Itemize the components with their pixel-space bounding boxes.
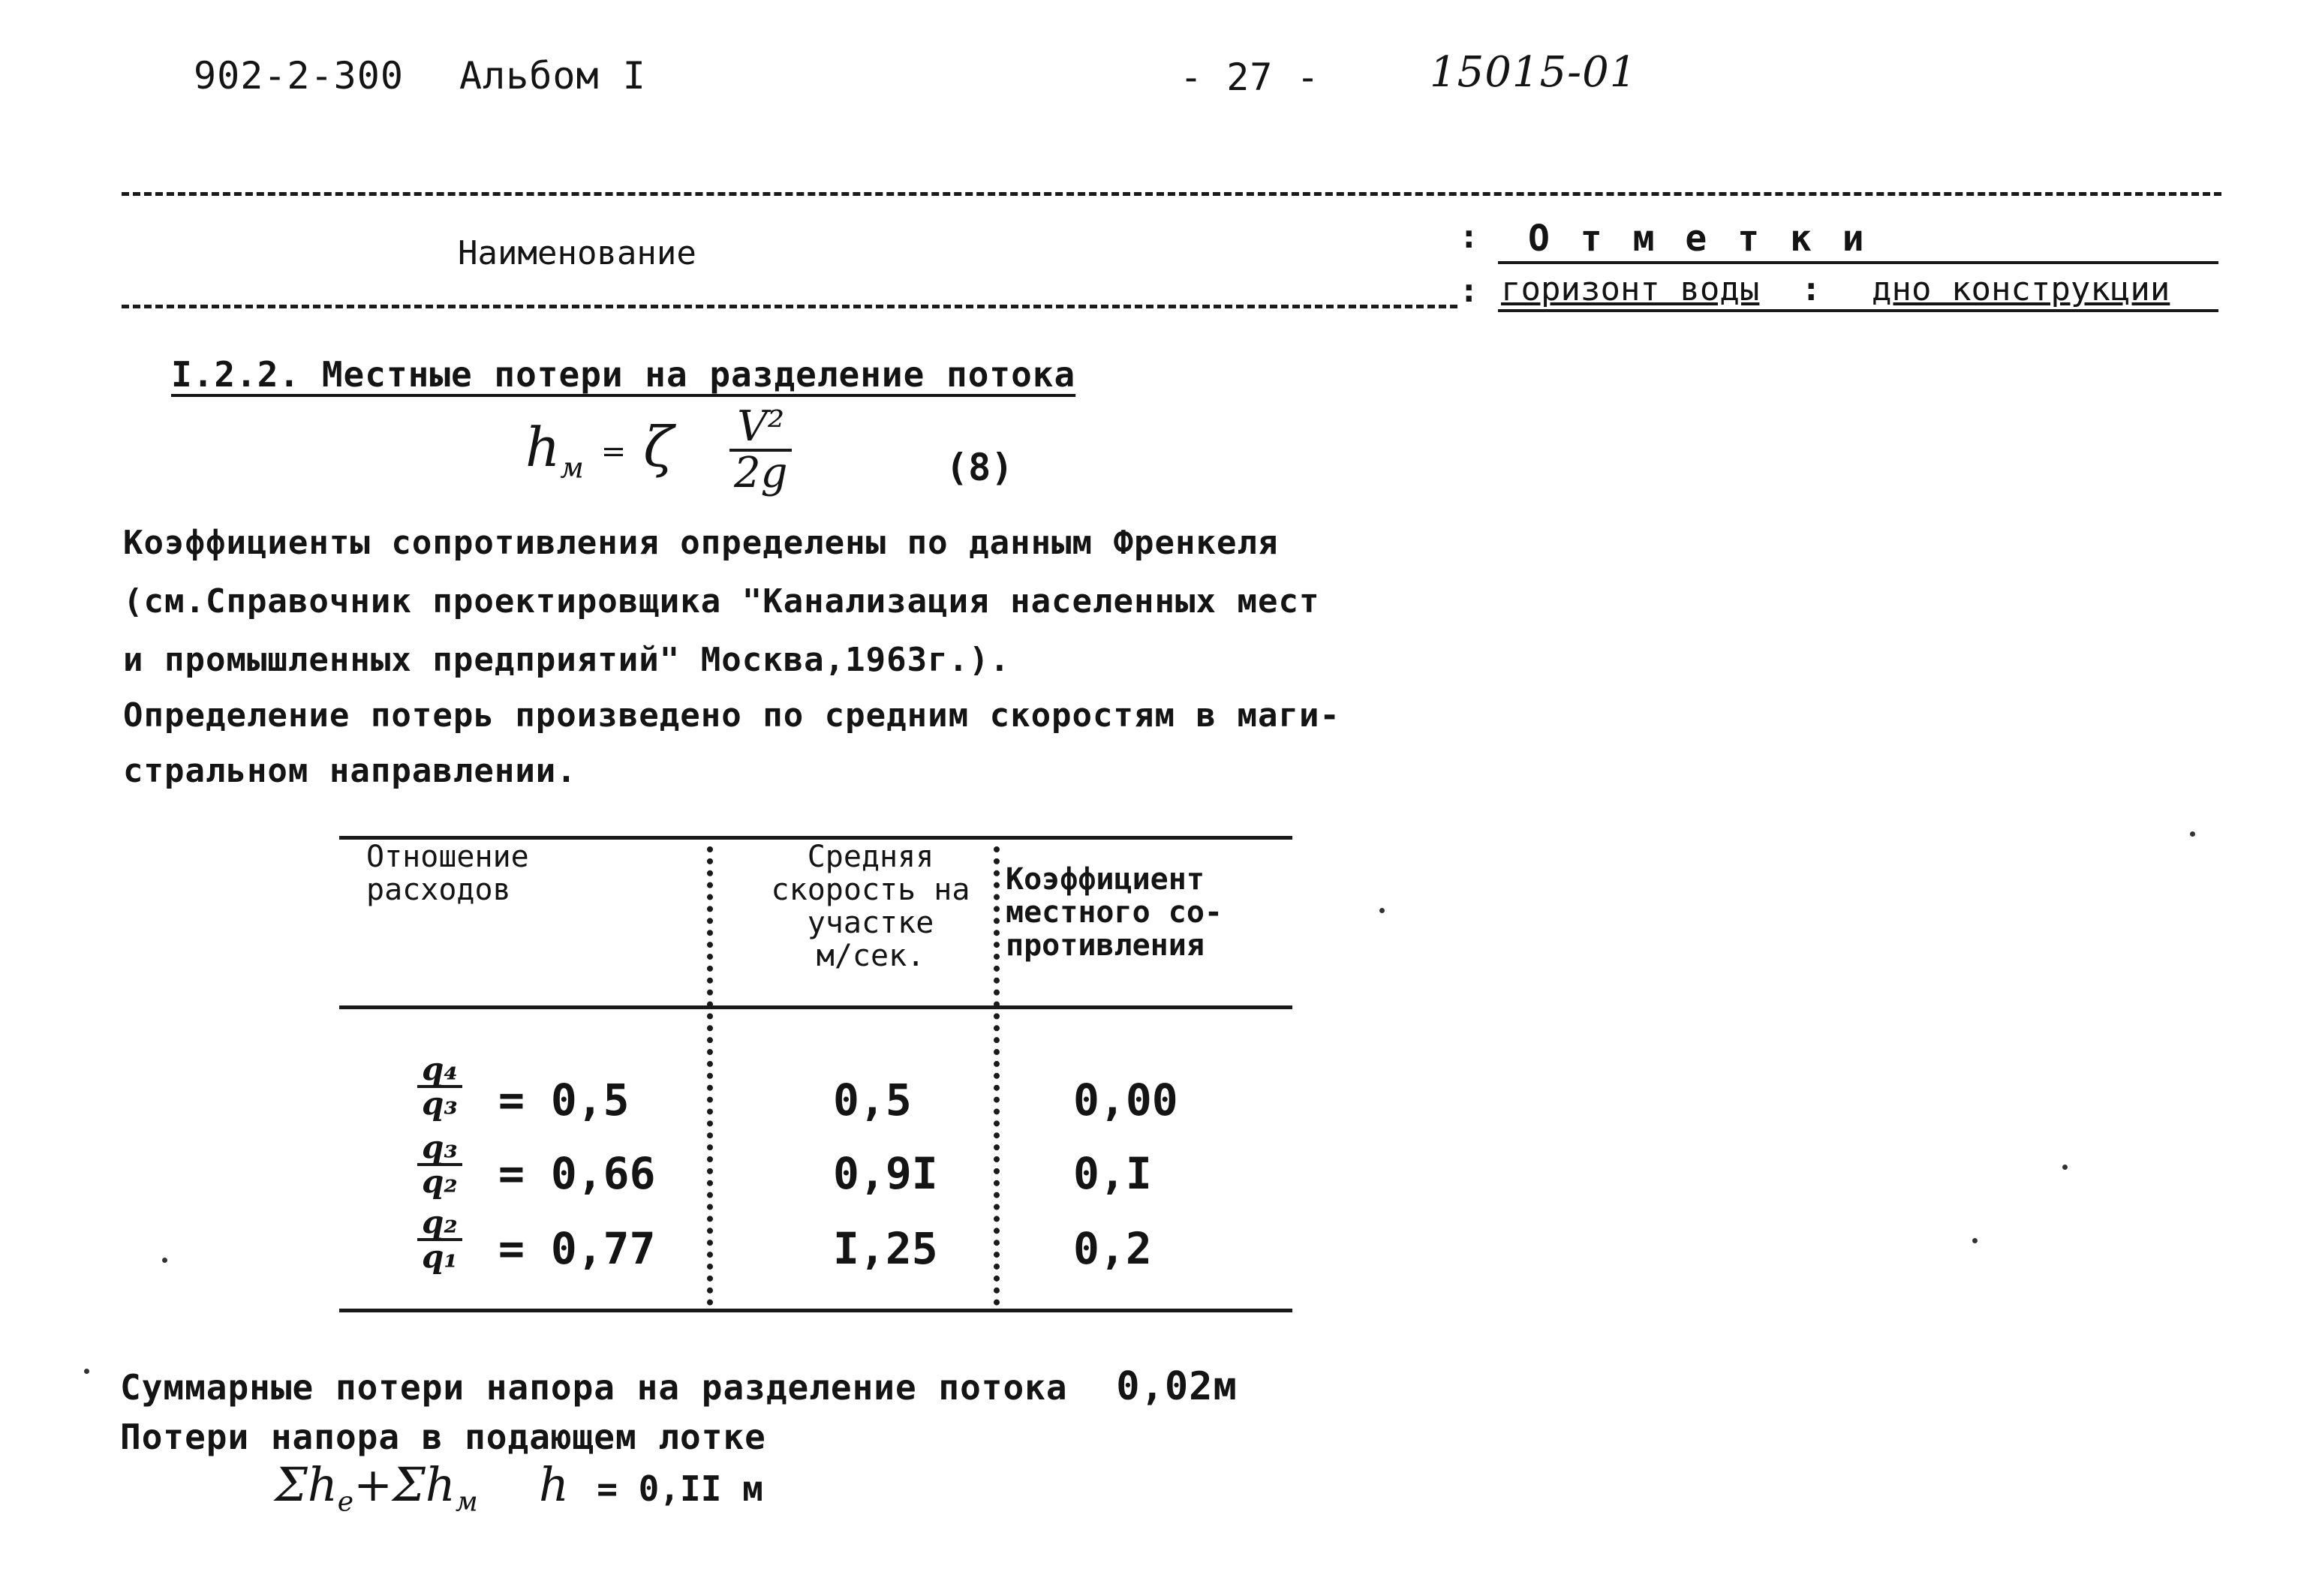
formula-fraction: $\frac{\text{V²}}{2g}$ — [729, 405, 792, 495]
scan-speck — [1972, 1238, 1978, 1243]
water-level-heading: горизонт воды — [1501, 270, 1760, 308]
coefficient-value: 0,2 — [1073, 1223, 1152, 1274]
col-header-flow-ratio: Отношение расходов — [366, 840, 529, 907]
album-label: Альбом I — [459, 54, 646, 98]
coef-table-bottom-rule — [339, 1309, 1292, 1312]
marks-heading: О т м е т к и — [1528, 218, 1869, 260]
name-column-heading: Наименование — [458, 234, 696, 272]
velocity-value: I,25 — [833, 1223, 938, 1274]
marks-inner-separator: : — [1801, 270, 1821, 308]
header-bottom-rule-right — [1498, 309, 2218, 312]
scan-speck — [2062, 1165, 2068, 1170]
paragraph-line: стральном направлении. — [123, 752, 577, 790]
flow-ratio-value: = 0,66 — [498, 1148, 656, 1199]
paragraph-line: Коэффициенты сопротивления определены по данным Френкеля — [123, 524, 1279, 562]
sheet-code: 15015-01 — [1430, 48, 1638, 97]
marks-underline — [1498, 261, 2218, 264]
coef-table-column-divider — [994, 846, 1000, 1306]
velocity-value: 0,9I — [833, 1148, 938, 1199]
summary-formula: $\Sigma h_е+\Sigma h_м$ h = 0,II м — [275, 1457, 763, 1518]
scan-speck — [162, 1258, 167, 1263]
scan-speck — [1379, 908, 1385, 913]
header-bottom-rule — [122, 305, 1457, 308]
section-title: I.2.2. Местные потери на разделение потока — [171, 354, 1076, 395]
formula-8: $h_м = \zeta$ — [525, 415, 674, 485]
flow-ratio-fraction: $\frac{\text{q₂}}{\text{q₁}}$ — [417, 1207, 462, 1273]
page-number: - 27 - — [1180, 56, 1320, 99]
coef-table-header-rule — [339, 1005, 1292, 1009]
flow-ratio-fraction: $\frac{\text{q₃}}{\text{q₂}}$ — [417, 1132, 462, 1198]
paragraph-line: (см.Справочник проектировщика "Канализация населенных мест — [123, 582, 1320, 621]
header-top-rule — [122, 192, 2221, 196]
paragraph-line: Определение потерь произведено по средним скоростям в маги- — [123, 696, 1340, 735]
paragraph-line: и промышленных предприятий" Москва,1963г.). — [123, 641, 1011, 679]
col-header-coefficient: Коэффициент местного со- противления — [1006, 862, 1223, 963]
header-separator-bottom: : — [1459, 272, 1479, 310]
flow-ratio-fraction: $\frac{\text{q₄}}{\text{q₃}}$ — [417, 1053, 462, 1120]
col-header-velocity: Средняя скорость на участке м/сек. — [771, 840, 970, 973]
flow-ratio-value: = 0,77 — [498, 1223, 656, 1274]
scan-speck — [2190, 831, 2195, 837]
header-separator-top: : — [1459, 218, 1479, 256]
coefficient-value: 0,00 — [1073, 1075, 1178, 1126]
flow-ratio-value: = 0,5 — [498, 1075, 630, 1126]
scan-speck — [84, 1369, 89, 1374]
coefficient-value: 0,I — [1073, 1148, 1152, 1199]
summary-feed-tray-loss: Потери напора в подающем лотке — [120, 1417, 766, 1457]
document-code: 902-2-300 — [194, 54, 404, 98]
formula-number: (8) — [946, 446, 1014, 489]
coef-table-column-divider — [707, 846, 713, 1306]
bottom-level-heading: дно конструкции — [1872, 270, 2170, 308]
velocity-value: 0,5 — [833, 1075, 912, 1126]
summary-total-loss: Суммарные потери напора на разделение потока 0,02м — [120, 1364, 1238, 1409]
